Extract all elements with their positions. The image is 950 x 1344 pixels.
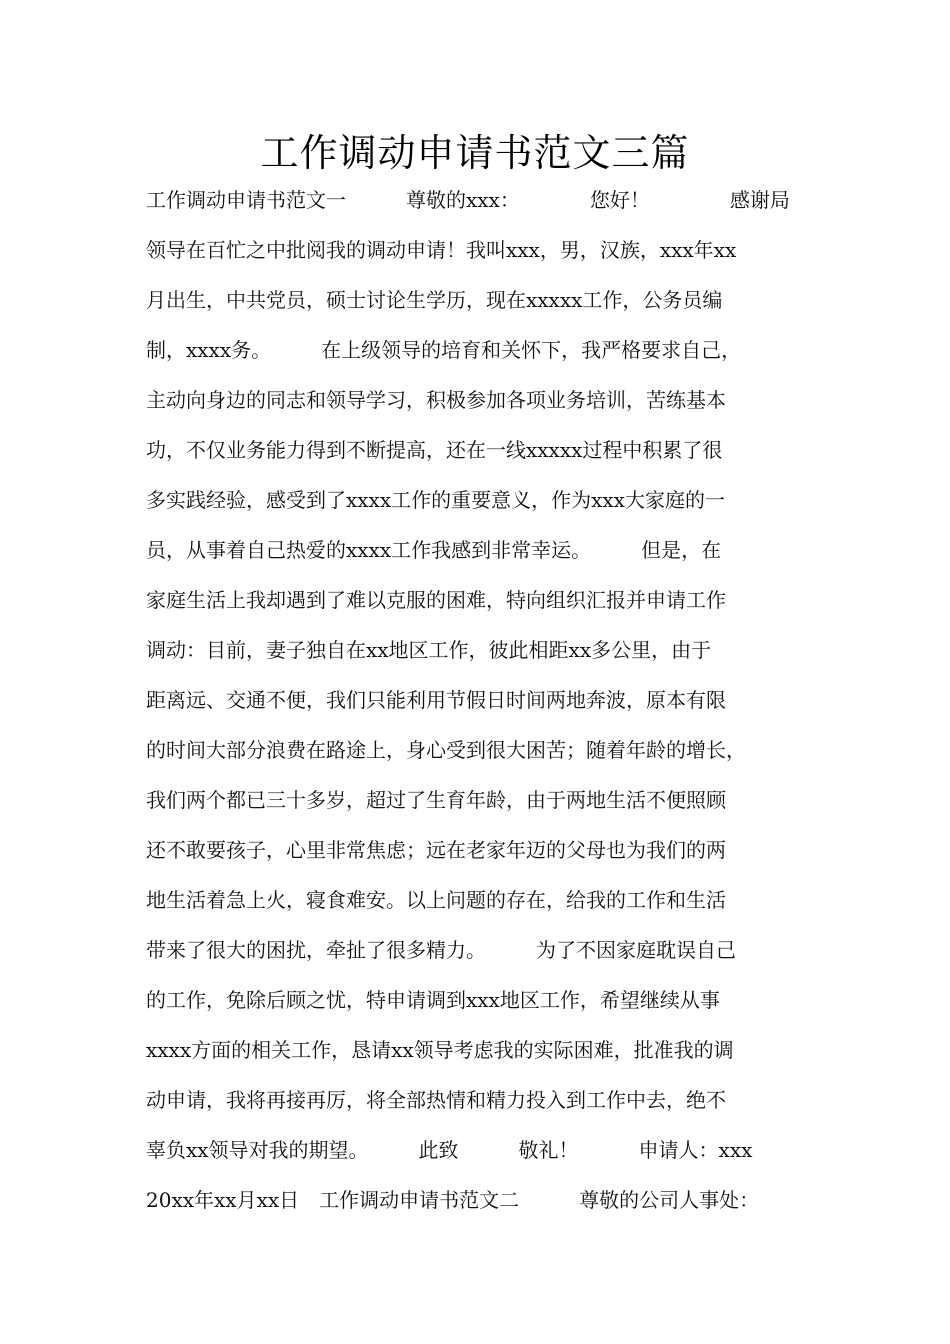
body-line: 月出生，中共党员，硕士讨论生学历，现在xxxxx工作，公务员编 [146, 288, 723, 312]
body-line: 功，不仅业务能力得到不断提高，还在一线xxxxx过程中积累了很 [146, 438, 723, 462]
body-line: 员，从事着自己热爱的xxxx工作我感到非常幸运。 但是，在 [146, 538, 722, 562]
body-line: 领导在百忙之中批阅我的调动申请！我叫xxx，男，汉族，xxx年xx [146, 238, 737, 262]
body-line: 20xx年xx月xx日 工作调动申请书范文二 尊敬的公司人事处： [146, 1188, 760, 1212]
body-line: 辜负xx领导对我的期望。 此致 敬礼！ 申请人：xxx [146, 1138, 753, 1162]
body-line: 调动：目前，妻子独自在xx地区工作，彼此相距xx多公里，由于 [146, 638, 712, 662]
body-line: 家庭生活上我却遇到了难以克服的困难，特向组织汇报并申请工作 [146, 588, 726, 612]
body-line: 带来了很大的困扰，牵扯了很多精力。 为了不因家庭耽误自己 [146, 938, 736, 962]
body-line: 的时间大部分浪费在路途上，身心受到很大困苦；随着年龄的增长， [146, 738, 746, 762]
body-line: 距离远、交通不便，我们只能利用节假日时间两地奔波，原本有限 [146, 688, 726, 712]
body-line: 多实践经验，感受到了xxxx工作的重要意义，作为xxx大家庭的一 [146, 488, 725, 512]
body-line: 主动向身边的同志和领导学习，积极参加各项业务培训，苦练基本 [146, 388, 726, 412]
body-line: 的工作，免除后顾之忧，特申请调到xxx地区工作，希望继续从事 [146, 988, 720, 1012]
document-title: 工作调动申请书范文三篇 [260, 131, 690, 175]
document-body [146, 181, 826, 1231]
body-line: xxxx方面的相关工作，恳请xx领导考虑我的实际困难，批准我的调 [146, 1038, 734, 1062]
body-line: 制，xxxx务。 在上级领导的培育和关怀下，我严格要求自己， [146, 338, 742, 362]
body-line: 动申请，我将再接再厉，将全部热情和精力投入到工作中去，绝不 [146, 1088, 726, 1112]
body-line: 还不敢要孩子，心里非常焦虑；远在老家年迈的父母也为我们的两 [146, 838, 726, 862]
body-line: 地生活着急上火，寝食难安。以上问题的存在，给我的工作和生活 [146, 888, 726, 912]
body-line: 我们两个都已三十多岁，超过了生育年龄，由于两地生活不便照顾 [146, 788, 726, 812]
body-line: 工作调动申请书范文一 尊敬的xxx： 您好！ 感谢局 [146, 188, 790, 212]
